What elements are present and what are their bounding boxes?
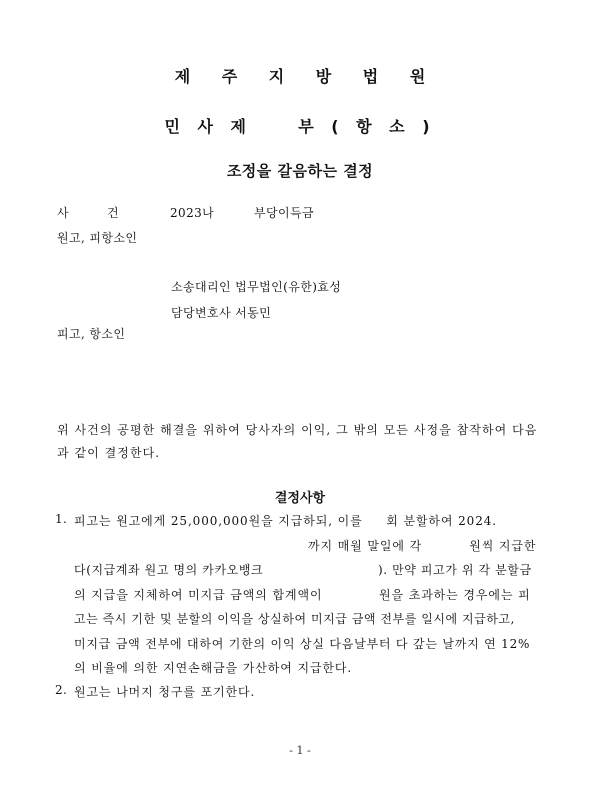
page-number: - 1 - — [289, 744, 311, 757]
intro-line-2: 과 같이 결정한다. — [57, 446, 161, 460]
document-title: 조정을 갈음하는 결정 — [226, 162, 374, 180]
item-1-line-6: 미지급 금액 전부에 대하여 기한의 이익 상실 다음날부터 다 갚는 날까지 연 12% — [74, 637, 531, 651]
decision-heading: 결정사항 — [274, 491, 326, 506]
item-1-line-3: 다(지급계좌 원고 명의 카카오뱅크 ). 만약 피고가 위 각 분할금 — [74, 563, 532, 577]
item-2-text: 원고는 나머지 청구를 포기한다. — [74, 685, 256, 699]
plaintiff-label: 원고, 피항소인 — [57, 231, 138, 245]
intro-line-1: 위 사건의 공평한 해결을 위하여 당사자의 이익, 그 밖의 모든 사정을 참작하여 다음 — [57, 423, 538, 437]
case-number: 2023나 — [170, 206, 215, 220]
item-1-number: 1. — [55, 512, 68, 526]
item-1-line-7: 의 비율에 의한 지연손해금을 가산하여 지급한다. — [74, 661, 353, 675]
plaintiff-counsel-firm: 소송대리인 법무법인(유한)효성 — [171, 280, 342, 294]
case-label-char1: 사 — [57, 206, 69, 220]
case-label-char2: 건 — [107, 206, 119, 220]
item-1-line-2: 까지 매월 말일에 각 원씩 지급한 — [308, 539, 537, 553]
court-name: 제 주 지 방 법 원 — [174, 67, 439, 86]
case-name: 부당이득금 — [254, 206, 314, 220]
plaintiff-counsel-attorney: 담당변호사 서동민 — [171, 306, 272, 320]
item-2-number: 2. — [55, 683, 68, 697]
item-1-line-1: 피고는 원고에게 25,000,000원을 지급하되, 이를 회 분할하여 2024. — [74, 514, 497, 528]
item-1-line-4: 의 지급을 지체하여 미지급 금액의 합계액이 원을 초과하는 경우에는 피 — [74, 588, 531, 602]
item-1-line-5: 고는 즉시 기한 및 분할의 이익을 상실하여 미지급 금액 전부를 일시에 지급하고, — [74, 612, 515, 626]
defendant-label: 피고, 항소인 — [57, 327, 126, 341]
division-name: 민 사 제 부 ( 항 소 ) — [164, 117, 436, 136]
